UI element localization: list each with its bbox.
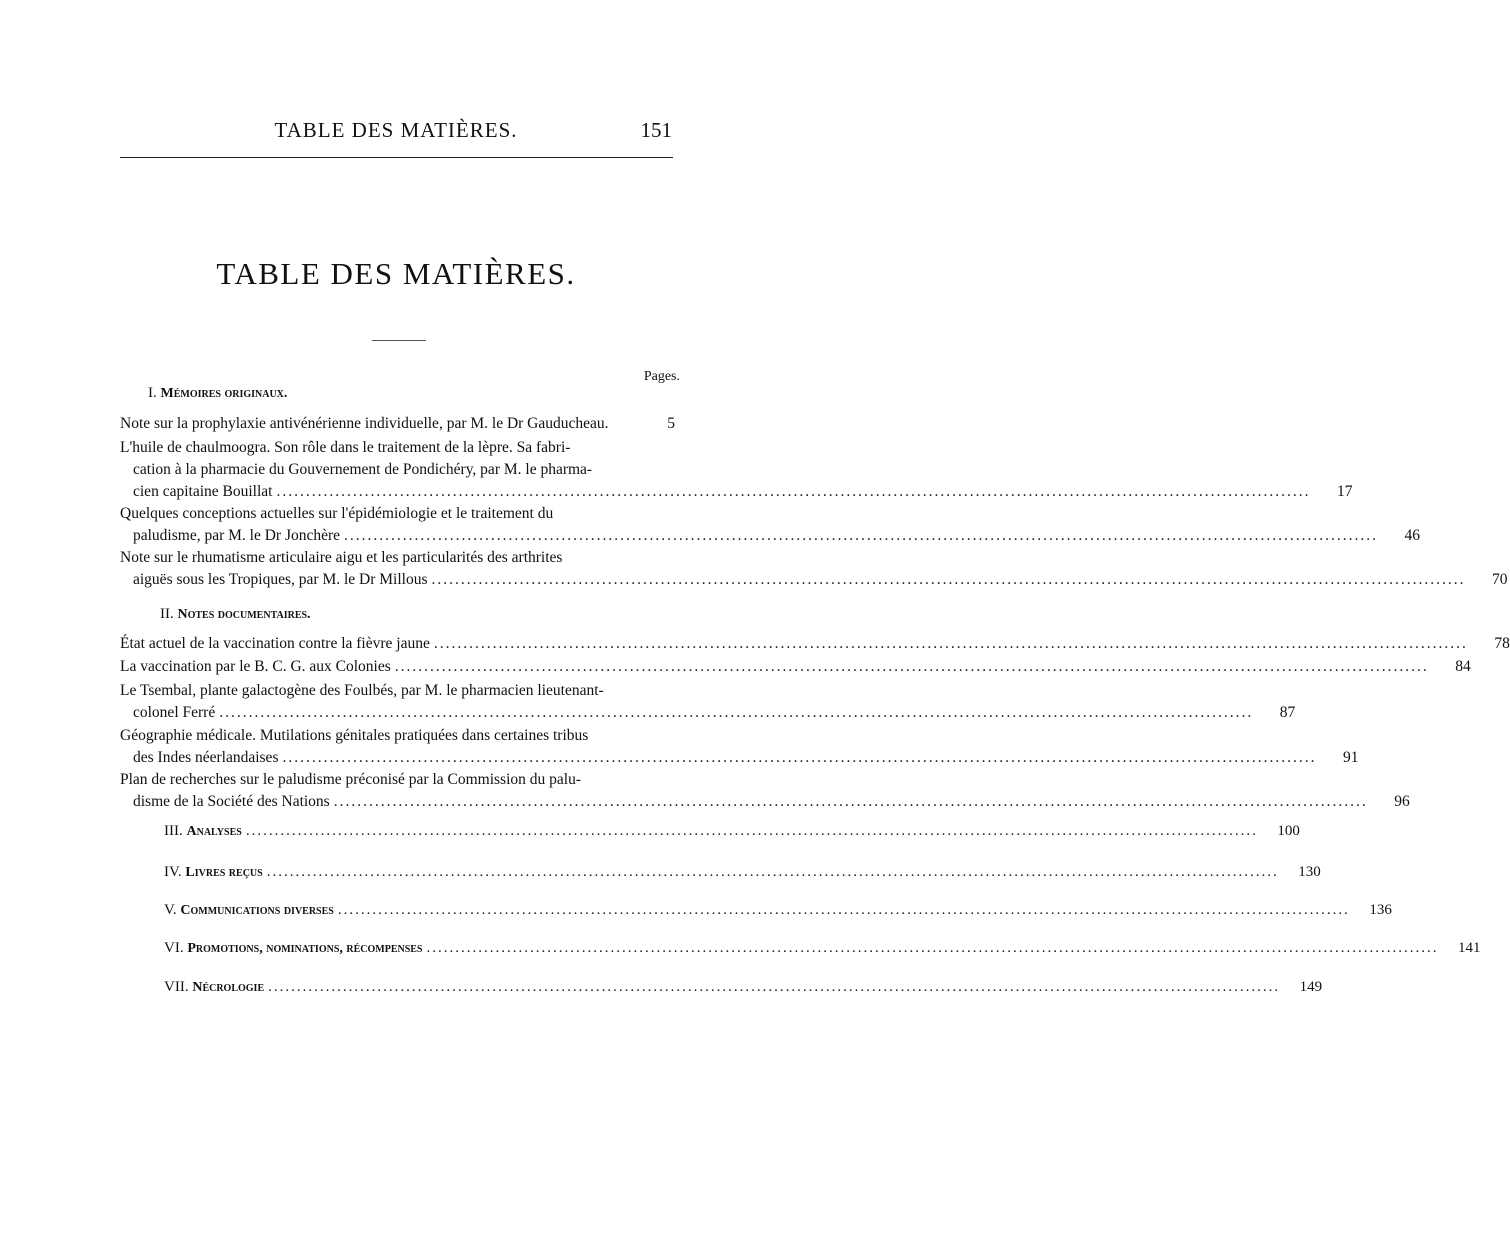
toc-entry-line: L'huile de chaulmoogra. Son rôle dans le traitement de la lèpre. Sa fabri-: [120, 439, 571, 456]
toc-entry-line: Quelques conceptions actuelles sur l'épidémiologie et le traitement du: [120, 505, 554, 522]
toc-entry-line: Plan de recherches sur le paludisme préconisé par la Commission du palu-: [120, 771, 581, 788]
toc-entry: [120, 547, 1508, 591]
toc-entry-page: 96: [1394, 793, 1410, 810]
toc-entry-page: 100: [1277, 823, 1300, 839]
dot-leader: ................................................................................................................................................................................: [268, 979, 1281, 995]
toc-entry-text: aiguës sous les Tropiques, par M. le Dr Millous: [133, 571, 428, 588]
section-numeral: III.: [164, 823, 183, 839]
toc-entry-page: 70: [1492, 571, 1508, 588]
section-title: Livres reçus: [185, 865, 263, 880]
toc-section-entry: [120, 940, 1481, 964]
toc-entry-line: Géographie médicale. Mutilations génitales pratiquées dans certaines tribus: [120, 727, 589, 744]
dot-leader: ................................................................................................................................................................................: [245, 823, 1258, 839]
section-title: Nécrologie: [192, 980, 265, 995]
pages-column-label: Pages.: [643, 369, 680, 384]
toc-entry-line: Note sur le rhumatisme articulaire aigu et les particularités des arthrites: [120, 549, 563, 566]
section-heading-memoires: [148, 385, 287, 402]
toc-entry-text: colonel Ferré: [133, 704, 216, 721]
section-numeral: V.: [164, 902, 177, 918]
title-divider: [372, 340, 426, 341]
toc-section-entry: [120, 823, 1300, 847]
dot-leader: ................................................................................................................................................................................: [333, 793, 1368, 810]
section-title: Promotions, nominations, récompenses: [187, 941, 423, 956]
toc-entry-text: paludisme, par M. le Dr Jonchère: [133, 527, 341, 544]
toc-entry-text: Note sur la prophylaxie antivénérienne individuelle, par M. le Dr Gauducheau.: [120, 415, 609, 432]
main-title: TABLE DES MATIÈRES.: [216, 256, 576, 291]
dot-leader: ................................................................................................................................................................................: [282, 749, 1317, 766]
toc-entry-page: 87: [1279, 704, 1296, 721]
toc-entry: [120, 769, 1410, 813]
dot-leader: ................................................................................................................................................................................: [219, 704, 1254, 721]
toc-entry: [120, 633, 1510, 655]
toc-section-entry: [120, 979, 1323, 1003]
toc-entry-page: 130: [1298, 864, 1321, 880]
toc-entry-line: [120, 747, 1359, 769]
toc-entry-text: disme de la Société des Nations: [133, 793, 330, 810]
toc-entry-line: cation à la pharmacie du Gouvernement de Pondichéry, par M. le pharma-: [133, 461, 593, 478]
section-numeral: VI.: [164, 940, 184, 956]
section-numeral: I.: [148, 385, 157, 401]
toc-entry-text: des Indes néerlandaises: [133, 749, 279, 766]
toc-entry-page: 78: [1494, 635, 1510, 652]
toc-entry-page: 136: [1369, 902, 1392, 918]
toc-entry-page: 91: [1342, 749, 1359, 766]
toc-entry: [120, 413, 675, 435]
header-rule: [120, 157, 673, 158]
section-title: Communications diverses: [180, 903, 334, 918]
section-numeral: VII.: [164, 979, 189, 995]
dot-leader: ................................................................................................................................................................................: [394, 658, 1429, 675]
toc-entry-text: cien capitaine Bouillat: [133, 483, 273, 500]
toc-section-entry: [120, 902, 1392, 926]
section-heading-notes: [160, 606, 311, 623]
toc-entry-line: [120, 656, 1471, 678]
running-head-page-number: 151: [640, 118, 672, 142]
toc-entry: [120, 725, 1359, 769]
toc-entry: [120, 680, 1296, 724]
dot-leader: ................................................................................................................................................................................: [426, 940, 1439, 956]
toc-entry-line: Le Tsembal, plante galactogène des Foulbés, par M. le pharmacien lieutenant-: [120, 682, 604, 699]
section-title: Mémoires originaux.: [160, 386, 288, 401]
running-head: [120, 116, 672, 146]
toc-entry: [120, 503, 1421, 547]
dot-leader: ................................................................................................................................................................................: [344, 527, 1379, 544]
toc-entry-line: [120, 481, 1353, 503]
toc-entry: [120, 437, 1353, 503]
section-title: Analyses: [186, 824, 242, 839]
toc-section-entry: [120, 864, 1321, 888]
toc-entry-page: 5: [667, 415, 675, 432]
toc-entry-page: 17: [1336, 483, 1353, 500]
toc-entry-line: [120, 569, 1508, 591]
toc-entry-page: 149: [1299, 979, 1323, 995]
dot-leader: ................................................................................................................................................................................: [433, 635, 1468, 652]
toc-entry-line: [120, 525, 1421, 547]
toc-entry-text: État actuel de la vaccination contre la fièvre jaune: [120, 635, 430, 652]
section-numeral: II.: [160, 606, 174, 622]
toc-entry-page: 141: [1458, 940, 1481, 956]
dot-leader: ................................................................................................................................................................................: [266, 864, 1279, 880]
dot-leader: ................................................................................................................................................................................: [431, 571, 1466, 588]
running-head-title: TABLE DES MATIÈRES.: [274, 118, 518, 142]
toc-entry-page: 46: [1404, 527, 1421, 544]
toc-entry-line: [120, 702, 1296, 724]
dot-leader: ................................................................................................................................................................................: [337, 902, 1350, 918]
toc-entry-line: [120, 633, 1510, 655]
toc-entry-page: 84: [1455, 658, 1471, 675]
dot-leader: ................................................................................................................................................................................: [276, 483, 1311, 500]
toc-entry: [120, 656, 1471, 678]
toc-entry-line: [120, 413, 675, 435]
toc-entry-line: [120, 791, 1410, 813]
section-numeral: IV.: [164, 864, 182, 880]
section-title: Notes documentaires.: [177, 607, 311, 622]
toc-entry-text: La vaccination par le B. C. G. aux Colonies: [120, 658, 391, 675]
